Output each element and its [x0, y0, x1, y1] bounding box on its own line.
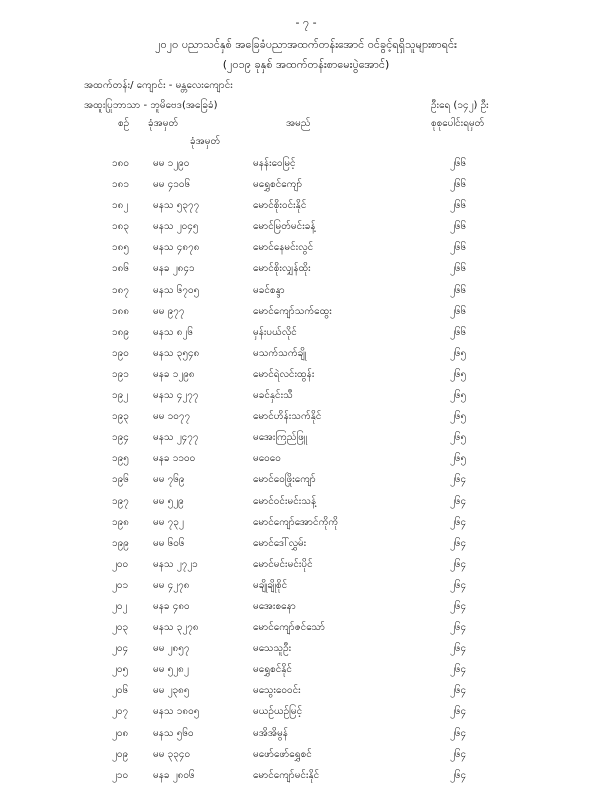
row-score: ၂၆၄ — [450, 643, 467, 655]
table-row — [0, 494, 612, 515]
row-name: မရွှေစင်နိုင် — [253, 664, 292, 676]
row-score: ၂၆၄ — [450, 727, 467, 739]
header-reg-sub: ခုံအမှတ် — [190, 136, 221, 147]
header-reg: ခုံအမှတ် — [148, 118, 179, 129]
row-name: မဝေဝေ — [253, 453, 281, 465]
row-number: ၁၉၆ — [112, 474, 129, 486]
row-number: ၂၀၇ — [112, 706, 129, 718]
row-name: မခင်စန္ဒာ — [253, 284, 285, 296]
row-number: ၁၉၀ — [112, 347, 129, 359]
row-reg-no: မမ ၂၈၅၇ — [153, 643, 190, 655]
row-number: ၁၈၆ — [112, 263, 129, 275]
row-number: ၂၀၄ — [112, 643, 129, 655]
row-number: ၂၀၈ — [112, 727, 129, 739]
row-score: ၂၆၆ — [450, 179, 467, 191]
row-number: ၂၀၃ — [112, 622, 129, 634]
row-name: မောင်ဟိန်းသက်နိုင် — [253, 411, 322, 423]
row-score: ၂၆၄ — [450, 579, 467, 591]
row-number: ၁၉၉ — [112, 537, 129, 549]
row-name: မောင်စိုးဝင်းနိုင် — [253, 200, 307, 212]
row-number: ၁၉၂ — [112, 390, 129, 402]
row-name: မောင်ကျော်သက်ထွေး — [253, 305, 332, 317]
row-reg-no: မနသ ၁၈၀၅ — [153, 706, 200, 718]
row-reg-no: မမ ၆၀၆ — [153, 537, 185, 549]
row-reg-no: မနခ ၂၈၀၆ — [153, 769, 195, 781]
row-score: ၂၆၄ — [450, 706, 467, 718]
row-number: ၂၀၉ — [112, 748, 129, 760]
row-reg-no: မနခ ၂၈၄၁ — [153, 263, 195, 275]
row-number: ၂၀၂ — [112, 600, 128, 612]
row-name: မသက်သက်ချို — [253, 347, 307, 359]
row-score: ၂၆၄ — [450, 474, 467, 486]
row-name: မောင်မင်းမင်းပိုင် — [253, 558, 313, 570]
row-number: ၁၈၁ — [112, 179, 129, 191]
quota-line: ဦးရေ (၁၄၂) ဦး — [431, 100, 489, 111]
table-row — [0, 620, 612, 641]
table-row — [0, 240, 612, 261]
row-number: ၁၉၅ — [112, 453, 129, 465]
row-score: ၂၆၅ — [450, 432, 467, 444]
region-line: အထက်တန်း/ ကျောင်း - မန္တလေးကျောင်း — [84, 80, 233, 91]
row-reg-no: မနသ ၅၆၀ — [153, 727, 194, 739]
table-row — [0, 367, 612, 388]
table-row — [0, 768, 612, 789]
row-name: မအေးကြည်ဖြူ — [253, 432, 307, 444]
table-row — [0, 198, 612, 219]
row-name: မောင်စိုးလျှန်ထိုး — [253, 263, 311, 275]
row-name: မဖော်ဖော်ရွှေစင် — [253, 748, 312, 760]
table-row — [0, 325, 612, 346]
row-score: ၂၆၆ — [450, 284, 467, 296]
row-reg-no: မနသ ၂၀၄၅ — [153, 221, 199, 233]
row-reg-no: မနခ ၄၈၀ — [153, 600, 190, 612]
page-number: - ၇ - — [295, 16, 317, 29]
row-reg-no: မနသ ၂၇၂၁ — [153, 558, 198, 570]
row-score: ၂၆၆ — [450, 242, 467, 254]
row-name: မောင်ဝေဖြိုးကျော် — [253, 474, 316, 486]
row-number: ၂၀၁ — [112, 579, 129, 591]
row-reg-no: မမ ၂၃၈၅ — [153, 685, 190, 697]
row-reg-no: မမ ၇၆၉ — [153, 474, 185, 486]
table-row — [0, 219, 612, 240]
row-reg-no: မမ ၅၂၈၂ — [153, 664, 189, 676]
row-name: မအိအိမွန် — [253, 727, 288, 739]
row-name: မောင်နေမင်းလွင် — [253, 242, 314, 254]
row-reg-no: မမ ၅၂၉ — [153, 495, 184, 507]
row-number: ၁၈၅ — [112, 242, 129, 254]
document-title: ၂၀၂၀ ပညာသင်နှစ် အခြေခံပညာအထက်တန်းအောင် ဝင်ခွင့်ရရှိသူများစာရင်း — [155, 38, 457, 51]
row-reg-no: မမ ၇၃၂ — [153, 516, 184, 528]
row-score: ၂၆၆ — [450, 158, 467, 169]
row-name: မောင်ဝင်းမင်းသန့် — [253, 495, 317, 507]
row-reg-no: မမ ၁၂၉၀ — [153, 158, 190, 169]
table-row — [0, 747, 612, 768]
row-number: ၂၀၆ — [112, 685, 129, 697]
table-row — [0, 557, 612, 578]
table-row — [0, 156, 612, 177]
header-score: စုစုပေါင်းရမှတ် — [431, 118, 485, 129]
row-reg-no: မမ ၁၀၇၇ — [153, 411, 191, 423]
row-score: ၂၆၅ — [450, 411, 467, 423]
row-score: ၂၆၄ — [450, 685, 467, 697]
row-name: မသွေးဝေဝင်း — [253, 685, 301, 697]
row-number: ၁၉၁ — [112, 368, 129, 380]
row-number: ၂၁၀ — [112, 769, 129, 781]
row-reg-no: မနသ ၅၃၇၇ — [153, 200, 200, 212]
table-row — [0, 641, 612, 662]
table-row — [0, 515, 612, 536]
row-reg-no: မမ ၉၇၇ — [153, 305, 185, 317]
table-row — [0, 578, 612, 599]
table-row — [0, 662, 612, 683]
row-number: ၁၈၇ — [112, 284, 129, 296]
row-score: ၂၆၄ — [450, 769, 467, 781]
row-number: ၂၀၅ — [112, 664, 129, 676]
row-score: ၂၆၄ — [450, 600, 467, 612]
row-name: မရွှေစင်ကျော် — [253, 179, 303, 191]
row-score: ၂၆၅ — [450, 390, 467, 402]
row-number: ၂၀၀ — [112, 558, 129, 570]
row-name: မနန်းဝေမြင့် — [253, 158, 296, 169]
table-row — [0, 409, 612, 430]
table-row — [0, 536, 612, 557]
row-score: ၂၆၄ — [450, 495, 467, 507]
table-row — [0, 430, 612, 451]
row-name: မောင်ရဲလင်းထွန်း — [253, 368, 315, 380]
row-number: ၁၈၈ — [112, 305, 130, 317]
table-row — [0, 472, 612, 493]
table-row — [0, 304, 612, 325]
row-reg-no: မနသ ၄၈၇၈ — [153, 242, 200, 254]
row-score: ၂၆၅ — [450, 368, 467, 380]
row-score: ၂၆၄ — [450, 537, 467, 549]
row-reg-no: မမ ၄၂၇၈ — [153, 579, 190, 591]
results-table — [0, 156, 612, 789]
row-name: မချိုချိုစိုင် — [253, 579, 288, 591]
row-number: ၁၈၃ — [112, 221, 129, 233]
table-row — [0, 726, 612, 747]
row-name: မောင်ကျော်မင်းနိုင် — [253, 769, 320, 781]
row-number: ၁၈၀ — [112, 158, 129, 169]
row-reg-no: မနသ ၃၂၇၈ — [153, 622, 199, 634]
row-reg-no: မမ ၃၃၄၀ — [153, 748, 191, 760]
document-subtitle: (၂၀၁၉ ခုနှစ် အထက်တန်းစာမေးပွဲအောင်) — [222, 58, 390, 71]
header-name: အမည် — [286, 118, 311, 129]
row-score: ၂၆၅ — [450, 347, 467, 359]
row-number: ၁၉၈ — [112, 516, 129, 528]
table-row — [0, 599, 612, 620]
row-number: ၁၉၇ — [112, 495, 129, 507]
row-score: ၂၆၆ — [450, 326, 467, 338]
row-score: ၂၆၄ — [450, 622, 467, 634]
table-row — [0, 451, 612, 472]
row-score: ၂၆၆ — [450, 263, 467, 275]
row-name: မောင်ကျော်အောင်ကိုကို — [253, 516, 339, 528]
row-name: မအေးစနော — [253, 600, 296, 612]
row-name: မောင်မြတ်မင်းခန့် — [253, 221, 316, 233]
table-row — [0, 261, 612, 282]
row-name: မယဉ်ယဉ်မြင့် — [253, 706, 303, 718]
row-name: မောင်ဒေါ်လွှမ်း — [253, 537, 307, 549]
row-score: ၂၆၆ — [450, 221, 467, 233]
row-number: ၁၈၂ — [112, 200, 129, 212]
row-number: ၁၉၃ — [112, 411, 129, 423]
table-row — [0, 683, 612, 704]
table-row — [0, 704, 612, 725]
row-number: ၁၉၄ — [112, 432, 129, 444]
row-reg-no: မနခ ၁၂၉၈ — [153, 368, 195, 380]
row-reg-no: မမ ၄၁၀၆ — [153, 179, 191, 191]
row-reg-no: မနသ ၈၂၆ — [153, 326, 193, 338]
row-reg-no: မနခ ၁၁၀၀ — [153, 453, 196, 465]
row-name: မခင်နှင်းသီ — [253, 390, 293, 402]
row-score: ၂၆၆ — [450, 305, 467, 317]
row-score: ၂၆၄ — [450, 664, 467, 676]
table-row — [0, 283, 612, 304]
row-number: ၁၈၉ — [112, 326, 129, 338]
row-score: ၂၆၆ — [450, 200, 467, 212]
table-row — [0, 388, 612, 409]
row-reg-no: မနသ ၆၇၀၅ — [153, 284, 200, 296]
row-reg-no: မနသ ၂၄၇၇ — [153, 432, 199, 444]
subject-line: အထူးပြုဘာသာ - ဘူမိဗေဒ(အခြေခံ) — [84, 100, 218, 111]
row-score: ၂၆၄ — [450, 748, 467, 760]
row-name: မသေသူဦး — [253, 643, 292, 655]
row-reg-no: မနသ ၄၂၇၇ — [153, 390, 199, 402]
row-name: မောင်ကျော်ဇင်သော် — [253, 622, 326, 634]
table-row — [0, 346, 612, 367]
row-score: ၂၆၄ — [450, 516, 467, 528]
row-score: ၂၆၅ — [450, 453, 467, 465]
table-row — [0, 177, 612, 198]
row-name: မှန်းပယ်လိုင် — [253, 326, 297, 338]
row-reg-no: မနသ ၃၅၄၈ — [153, 347, 200, 359]
row-score: ၂၆၄ — [450, 558, 467, 570]
header-no: စဉ် — [118, 118, 130, 129]
